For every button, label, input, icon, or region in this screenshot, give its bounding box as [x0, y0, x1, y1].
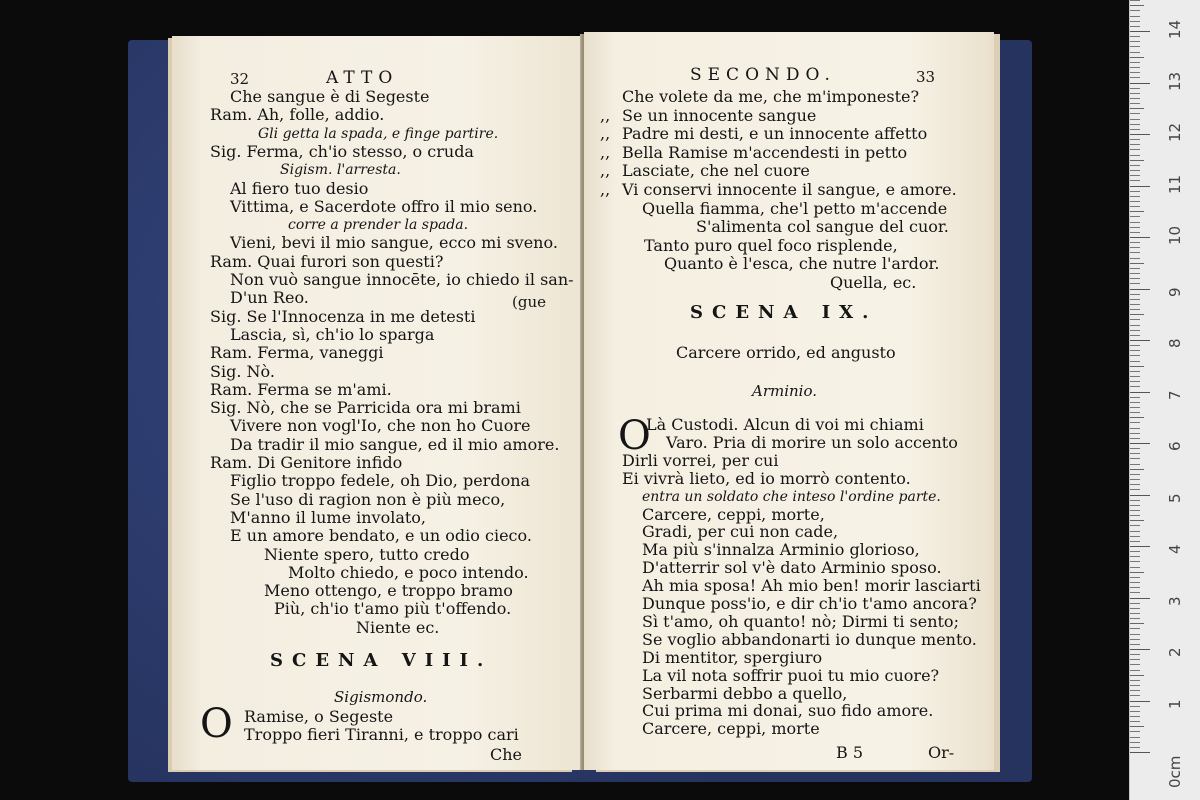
text-line: D'un Reo.	[230, 288, 309, 308]
ruler-tick	[1130, 381, 1140, 382]
page-number: 32	[230, 70, 250, 88]
ruler-tick	[1130, 386, 1140, 387]
ruler-tick	[1130, 618, 1140, 619]
ruler-tick	[1130, 731, 1140, 732]
ruler-tick	[1130, 222, 1140, 223]
character-name: Sigismondo.	[334, 688, 428, 706]
ruler-tick	[1130, 428, 1140, 429]
ruler-tick	[1130, 479, 1140, 480]
ruler-tick	[1130, 551, 1140, 552]
ruler-tick	[1130, 469, 1144, 470]
text-line: Sig. Nò.	[210, 361, 275, 381]
ruler-tick	[1130, 124, 1140, 125]
ruler-tick	[1130, 258, 1140, 259]
ruler-tick	[1130, 355, 1140, 356]
ruler-tick	[1130, 685, 1140, 686]
ruler-tick	[1130, 46, 1140, 47]
ruler-tick	[1130, 603, 1140, 604]
ruler-tick	[1130, 196, 1140, 197]
ruler-tick	[1130, 52, 1140, 53]
ruler-tick	[1130, 319, 1140, 320]
text-line: Quella fiamma, che'l petto m'accende	[642, 198, 948, 218]
ruler-tick	[1130, 422, 1140, 423]
ruler-tick	[1130, 5, 1144, 6]
ruler-number: 10	[1166, 225, 1184, 245]
ruler-tick	[1130, 582, 1140, 583]
ruler-number: 3	[1166, 595, 1184, 606]
text-line: Che volete da me, che m'imponeste?	[622, 87, 920, 106]
ruler-tick	[1130, 180, 1140, 181]
text-line: Figlio troppo fedele, oh Dio, perdona	[230, 471, 531, 491]
left-page	[178, 36, 582, 770]
ruler-tick	[1130, 737, 1140, 738]
text-line: Quella, ec.	[830, 273, 917, 292]
character-name: Arminio.	[752, 382, 818, 400]
ruler-tick	[1130, 304, 1140, 305]
scene-setting: Carcere orrido, ed angusto	[676, 343, 896, 362]
ruler-tick	[1130, 500, 1140, 501]
ruler-tick	[1130, 216, 1140, 217]
ruler-tick	[1130, 268, 1140, 269]
ruler-tick	[1130, 587, 1140, 588]
ruler-tick	[1130, 62, 1140, 63]
text-line: Ramise, o Segeste	[244, 707, 394, 726]
ruler-number: 11	[1166, 174, 1184, 194]
ruler-tick	[1130, 325, 1140, 326]
ruler-tick	[1130, 67, 1140, 68]
text-line: Se voglio abbandonarti io dunque mento.	[642, 629, 977, 649]
quote-mark: ,,	[600, 142, 611, 162]
ruler-tick	[1130, 407, 1140, 408]
ruler-tick	[1130, 458, 1140, 459]
ruler-tick	[1130, 283, 1140, 284]
ruler-number: 9	[1166, 286, 1184, 297]
ruler-tick	[1130, 232, 1140, 233]
ruler-tick	[1130, 752, 1150, 753]
ruler-tick	[1130, 613, 1140, 614]
text-line: Ram. Di Genitore infido	[210, 453, 403, 472]
text-line: E un amore bendato, e un odio cieco.	[230, 526, 532, 546]
text-line: Carcere, ceppi, morte	[642, 719, 820, 739]
ruler-tick	[1130, 531, 1140, 532]
text-line: Gli getta la spada, e finge partire.	[258, 125, 499, 142]
ruler-tick	[1130, 716, 1140, 717]
catchword: Che	[490, 745, 523, 764]
ruler-tick	[1130, 165, 1140, 166]
ruler-tick	[1130, 489, 1140, 490]
ruler-tick	[1130, 155, 1140, 156]
ruler-tick	[1130, 242, 1140, 243]
ruler-tick	[1130, 88, 1140, 89]
text-line: Là Custodi. Alcun di voi mi chiami	[646, 415, 924, 434]
ruler-tick	[1130, 108, 1144, 109]
text-line: Non vuò sangue innocēte, io chiedo il san-	[230, 270, 574, 289]
text-line: Vivere non vogl'Io, che non ho Cuore	[230, 416, 531, 436]
ruler-tick	[1130, 314, 1144, 315]
ruler-tick	[1130, 191, 1140, 192]
ruler-tick	[1130, 26, 1140, 27]
ruler-tick	[1130, 335, 1140, 336]
text-line: Ram. Ferma se m'ami.	[210, 379, 392, 399]
text-line: La vil nota soffrir puoi tu mio cuore?	[642, 665, 940, 685]
ruler-tick	[1130, 623, 1144, 624]
ruler-tick	[1130, 0, 1140, 1]
ruler-tick	[1130, 664, 1140, 665]
ruler-tick	[1130, 340, 1150, 341]
ruler-tick	[1130, 515, 1140, 516]
right-page	[584, 32, 988, 770]
text-line: Ah mia sposa! Ah mio ben! morir lasciarti	[642, 576, 981, 596]
ruler-tick	[1130, 634, 1140, 635]
ruler-tick	[1130, 572, 1144, 573]
ruler-number: 8	[1166, 338, 1184, 348]
ruler-tick	[1130, 412, 1140, 413]
quote-mark: ,,	[600, 124, 611, 144]
ruler-tick	[1130, 113, 1140, 114]
ruler-tick	[1130, 376, 1140, 377]
quote-mark: ,,	[600, 180, 611, 199]
text-line: Sig. Nò, che se Parricida ora mi brami	[210, 398, 521, 418]
ruler-tick	[1130, 453, 1140, 454]
ruler-tick	[1130, 41, 1140, 42]
ruler-tick	[1130, 170, 1140, 171]
ruler-tick	[1130, 129, 1140, 130]
ruler-tick	[1130, 417, 1144, 418]
ruler-tick	[1130, 701, 1150, 702]
ruler-tick	[1130, 330, 1140, 331]
scene-title: SCENA IX.	[690, 302, 878, 323]
ruler-tick	[1130, 103, 1140, 104]
ruler-number: 12	[1166, 122, 1184, 142]
text-line: Ei vivrà lieto, ed io morrò contento.	[622, 468, 911, 488]
text-line: Varo. Pria di morire un solo accento	[666, 432, 958, 452]
ruler-tick	[1130, 747, 1140, 748]
text-line: Vittima, e Sacerdote offro il mio seno.	[230, 196, 538, 216]
ruler-tick	[1130, 201, 1140, 202]
ruler-tick	[1130, 16, 1140, 17]
ruler-tick	[1130, 206, 1140, 207]
text-line: M'anno il lume involato,	[230, 507, 427, 527]
ruler-number: 4	[1166, 544, 1184, 554]
text-line: Se l'uso di ragion non è più meco,	[230, 489, 506, 509]
ruler-tick	[1130, 263, 1144, 264]
ruler-number: 1	[1166, 698, 1184, 709]
ruler-unit-label: 0cm	[1166, 755, 1184, 788]
ruler-tick	[1130, 541, 1140, 542]
ruler-tick	[1130, 706, 1140, 707]
ruler-number: 13	[1166, 71, 1184, 91]
text-line: Vieni, bevi il mio sangue, ecco mi sveno.	[230, 233, 558, 253]
text-fragment: (gue	[512, 293, 546, 311]
ruler-tick	[1130, 649, 1150, 650]
ruler-tick	[1130, 438, 1140, 439]
ruler-tick	[1130, 10, 1140, 11]
ruler-tick	[1130, 628, 1140, 629]
ruler-tick	[1130, 77, 1140, 78]
text-line: Ram. Ah, folle, addio.	[210, 105, 385, 125]
text-line: Gradi, per cui non cade,	[642, 522, 839, 542]
ruler-tick	[1130, 654, 1140, 655]
ruler-tick	[1130, 484, 1140, 485]
ruler-tick	[1130, 278, 1140, 279]
ruler-tick	[1130, 289, 1150, 290]
ruler-tick	[1130, 36, 1140, 37]
quote-mark: ,,	[600, 161, 611, 181]
ruler-tick	[1130, 345, 1140, 346]
ruler-tick	[1130, 72, 1140, 73]
ruler-tick	[1130, 371, 1140, 372]
ruler-tick	[1130, 175, 1140, 176]
ruler-tick	[1130, 721, 1140, 722]
ruler-number: 2	[1166, 647, 1184, 657]
ruler-tick	[1130, 567, 1140, 568]
text-line: Sigism. l'arresta.	[280, 162, 401, 179]
text-line: Di mentitor, spergiuro	[642, 647, 823, 667]
ruler-tick	[1130, 726, 1144, 727]
ruler-tick	[1130, 227, 1140, 228]
ruler-tick	[1130, 695, 1140, 696]
text-line: S'alimenta col sangue del cuor.	[696, 217, 949, 237]
text-line: Bella Ramise m'accendesti in petto	[622, 142, 908, 162]
ruler-tick	[1130, 402, 1140, 403]
ruler-tick	[1130, 119, 1140, 120]
text-line: Padre mi desti, e un innocente affetto	[622, 124, 928, 144]
text-line: Carcere, ceppi, morte,	[642, 504, 825, 524]
ruler-tick	[1130, 247, 1140, 248]
running-header: ATTO	[326, 68, 399, 88]
text-line: Cui prima mi donai, suo fido amore.	[642, 701, 934, 721]
text-line: Ram. Quai furori son questi?	[210, 251, 444, 271]
catchword: Or-	[928, 743, 955, 762]
ruler-tick	[1130, 520, 1144, 521]
text-line: Lasciate, che nel cuore	[622, 161, 810, 181]
ruler-tick	[1130, 83, 1150, 84]
ruler-tick	[1130, 252, 1140, 253]
text-line: Ram. Ferma, vaneggi	[210, 343, 384, 363]
ruler-tick	[1130, 160, 1144, 161]
text-line: Dunque poss'io, e dir ch'io t'amo ancora?	[642, 594, 977, 613]
ruler-tick	[1130, 690, 1140, 691]
ruler-tick	[1130, 608, 1140, 609]
ruler-number: 5	[1166, 492, 1184, 503]
signature-mark: B 5	[836, 743, 864, 762]
ruler-tick	[1130, 366, 1144, 367]
text-line: Più, ch'io t'amo più t'offendo.	[274, 599, 512, 619]
text-line: D'atterrir sol v'è dato Arminio sposo.	[642, 558, 942, 578]
ruler-tick	[1130, 144, 1140, 145]
ruler-tick	[1130, 577, 1140, 578]
ruler-tick	[1130, 495, 1150, 496]
text-line: Niente spero, tutto credo	[264, 544, 470, 564]
ruler-tick	[1130, 31, 1150, 32]
text-line: corre a prender la spada.	[288, 217, 469, 234]
measuring-ruler	[1129, 0, 1200, 800]
text-line: Serbarmi debbo a quello,	[642, 683, 848, 703]
text-line: entra un soldato che inteso l'ordine parte.	[642, 488, 941, 505]
ruler-tick	[1130, 536, 1140, 537]
ruler-tick	[1130, 546, 1150, 547]
ruler-tick	[1130, 505, 1140, 506]
text-line: Quanto è l'esca, che nutre l'ardor.	[664, 254, 940, 274]
ruler-tick	[1130, 443, 1150, 444]
text-line: Sì t'amo, oh quanto! nò; Dirmi ti sento;	[642, 611, 959, 631]
text-line: Tanto puro quel foco risplende,	[644, 235, 898, 255]
ruler-tick	[1130, 392, 1150, 393]
ruler-tick	[1130, 21, 1140, 22]
drop-cap: O	[200, 701, 233, 747]
ruler-tick	[1130, 556, 1140, 557]
ruler-tick	[1130, 433, 1140, 434]
ruler-tick	[1130, 397, 1140, 398]
text-line: Sig. Ferma, ch'io stesso, o cruda	[210, 141, 474, 161]
ruler-tick	[1130, 464, 1140, 465]
ruler-number: 6	[1166, 441, 1184, 451]
text-line: Molto chiedo, e poco intendo.	[288, 562, 529, 582]
ruler-tick	[1130, 211, 1144, 212]
ruler-tick	[1130, 670, 1140, 671]
ruler-tick	[1130, 711, 1140, 712]
text-line: Sig. Se l'Innocenza in me detesti	[210, 306, 476, 326]
text-line: Se un innocente sangue	[622, 105, 817, 125]
scene-title: SCENA VIII.	[270, 650, 493, 671]
ruler-tick	[1130, 448, 1140, 449]
ruler-tick	[1130, 299, 1140, 300]
text-line: Ma più s'innalza Arminio glorioso,	[642, 540, 920, 560]
ruler-tick	[1130, 139, 1140, 140]
text-line: Lascia, sì, ch'io lo sparga	[230, 324, 435, 344]
ruler-tick	[1130, 149, 1140, 150]
text-line: Che sangue è di Segeste	[230, 87, 430, 106]
text-line: Da tradir il mio sangue, ed il mio amore.	[230, 434, 560, 454]
ruler-tick	[1130, 675, 1144, 676]
ruler-tick	[1130, 309, 1140, 310]
ruler-tick	[1130, 361, 1140, 362]
ruler-number: 14	[1166, 19, 1184, 39]
quote-mark: ,,	[600, 105, 611, 125]
ruler-tick	[1130, 742, 1140, 743]
ruler-tick	[1130, 474, 1140, 475]
ruler-tick	[1130, 237, 1150, 238]
text-line: Vi conservi innocente il sangue, e amore.	[622, 180, 957, 199]
ruler-tick	[1130, 639, 1140, 640]
ruler-tick	[1130, 93, 1140, 94]
text-line: Dirli vorrei, per cui	[622, 450, 779, 470]
ruler-tick	[1130, 598, 1150, 599]
ruler-tick	[1130, 510, 1140, 511]
running-header: SECONDO.	[690, 65, 836, 85]
ruler-tick	[1130, 644, 1140, 645]
ruler-tick	[1130, 350, 1140, 351]
page-number: 33	[916, 68, 936, 86]
ruler-tick	[1130, 525, 1140, 526]
ruler-tick	[1130, 98, 1140, 99]
ruler-tick	[1130, 592, 1140, 593]
ruler-tick	[1130, 57, 1144, 58]
ruler-tick	[1130, 680, 1140, 681]
ruler-tick	[1130, 134, 1150, 135]
drop-cap: O	[618, 413, 651, 459]
ruler-number: 7	[1166, 389, 1184, 400]
text-line: Niente ec.	[356, 617, 440, 637]
ruler-tick	[1130, 561, 1140, 562]
ruler-tick	[1130, 659, 1140, 660]
text-line: Troppo fieri Tiranni, e troppo cari	[244, 725, 519, 744]
ruler-tick	[1130, 273, 1140, 274]
text-line: Meno ottengo, e troppo bramo	[264, 581, 513, 601]
ruler-tick	[1130, 294, 1140, 295]
text-line: Al fiero tuo desio	[230, 178, 369, 198]
ruler-tick	[1130, 186, 1150, 187]
